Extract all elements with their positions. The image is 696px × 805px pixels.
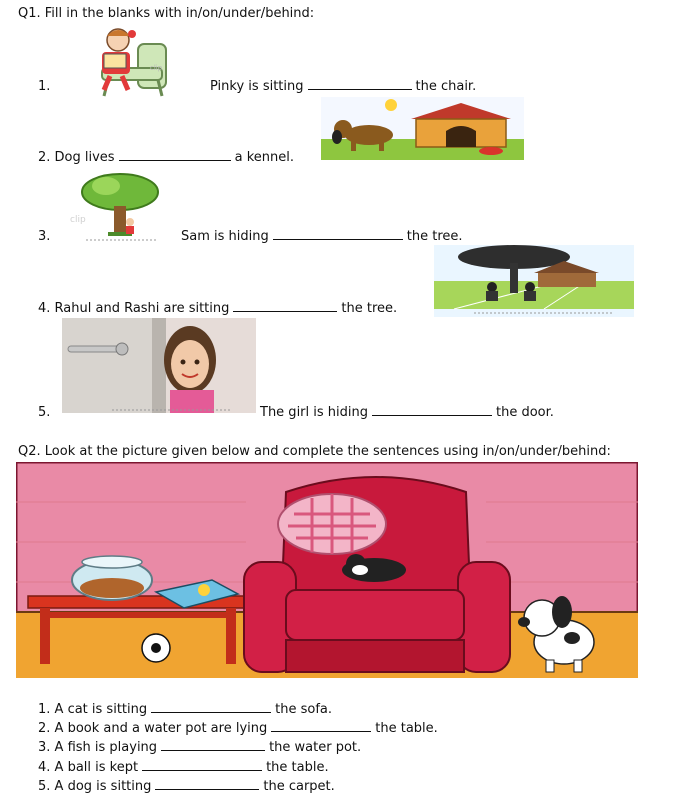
q1-item-5-number: 5. [38,405,51,420]
q2-item-3-number: 3. [38,740,51,755]
q1-item-3-number: 3. [38,229,51,244]
q2-item-4 [38,760,329,775]
q1-item-2-blank[interactable] [119,150,231,161]
q2-item-1-text: A cat is sitting [54,702,148,717]
girl-in-chair-image [80,24,182,98]
q2-item-5 [38,779,335,794]
q1-item-5-blank[interactable] [372,405,492,416]
q2-item-2-number: 2. [38,721,51,736]
q2-item-1 [38,702,332,717]
q1-item-4-blank[interactable] [233,301,337,312]
q1-item-3 [181,229,463,244]
q1-item-5-text-end: the door. [496,405,554,420]
q2-item-4-blank[interactable] [142,760,262,771]
q1-item-4 [38,301,397,316]
tree-image [68,172,168,244]
q2-item-2-blank[interactable] [271,721,371,732]
q1-item-2-text: Dog lives [54,150,115,165]
q1-item-1-blank[interactable] [308,79,412,90]
q2-item-4-text: A ball is kept [54,760,139,775]
q1-item-2-number: 2. [38,150,51,165]
q2-item-3 [38,740,361,755]
svg-text:clip: clip [150,64,163,72]
q1-item-4-text-end: the tree. [341,301,398,316]
q1-item-3-blank[interactable] [273,229,403,240]
q2-item-4-number: 4. [38,760,51,775]
q1-item-5 [260,405,554,420]
q1-item-3-text: Sam is hiding [181,229,269,244]
q1-item-2 [38,150,294,165]
q2-item-5-blank[interactable] [155,779,259,790]
q2-item-4-text-end: the table. [266,760,329,775]
room-scene-image [16,462,638,678]
girl-behind-door-image [62,318,256,413]
q2-item-2-text: A book and a water pot are lying [54,721,268,736]
q2-item-2-text-end: the table. [375,721,438,736]
q2-item-2 [38,721,438,736]
q2-item-5-text-end: the carpet. [263,779,335,794]
q2-item-3-text-end: the water pot. [269,740,362,755]
q2-item-1-blank[interactable] [151,702,271,713]
q1-item-1-number: 1. [38,79,51,94]
q2-item-1-text-end: the sofa. [275,702,332,717]
q1-item-1 [210,79,476,94]
q1-item-1-text-end: the chair. [415,79,477,94]
q1-item-1-text: Pinky is sitting [210,79,304,94]
q1-heading: Q1. Fill in the blanks with in/on/under/behind: [18,6,315,21]
q1-item-3-text-end: the tree. [406,229,463,244]
q2-item-3-blank[interactable] [161,740,265,751]
q2-heading: Q2. Look at the picture given below and complete the sentences using in/on/under/behind: [18,444,611,459]
children-under-tree-image [434,245,634,317]
svg-text:clip: clip [70,215,86,225]
q1-item-2-text-end: a kennel. [234,150,294,165]
q1-item-4-text: Rahul and Rashi are sitting [54,301,230,316]
q1-item-4-number: 4. [38,301,51,316]
q2-item-5-text: A dog is sitting [54,779,152,794]
dog-kennel-image [321,97,524,160]
q2-item-3-text: A fish is playing [54,740,158,755]
q1-item-5-text: The girl is hiding [260,405,368,420]
q2-item-5-number: 5. [38,779,51,794]
q2-item-1-number: 1. [38,702,51,717]
